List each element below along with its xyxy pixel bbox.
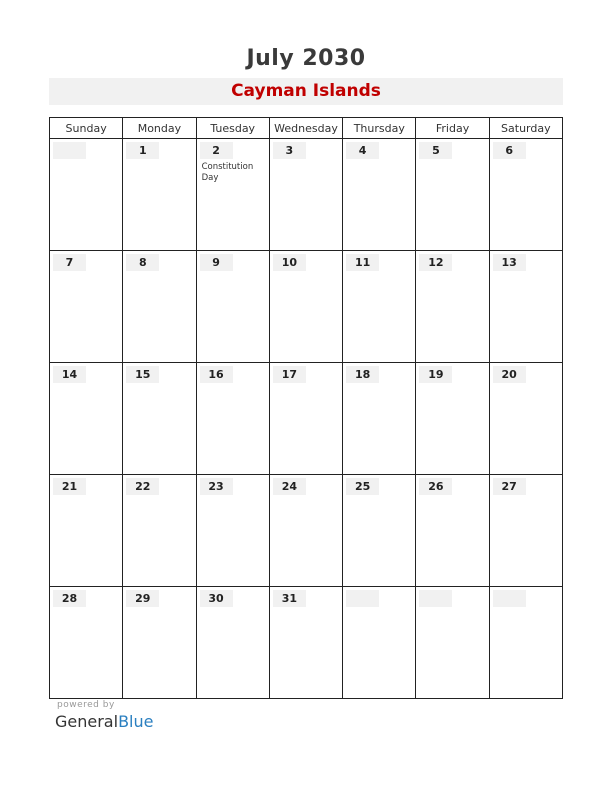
weekday-sunday: Sunday (50, 118, 123, 139)
calendar-grid (49, 117, 563, 699)
powered-by-label: powered by (57, 700, 115, 710)
day-number: 4 (346, 142, 379, 159)
day-cell (269, 139, 342, 251)
week-row (50, 139, 563, 251)
week-row (50, 587, 563, 699)
day-cell (123, 139, 196, 251)
day-number: 3 (273, 142, 306, 159)
day-cell (416, 139, 489, 251)
day-cell (489, 475, 562, 587)
day-number (53, 142, 86, 159)
day-cell (50, 363, 123, 475)
day-number: 7 (53, 254, 86, 271)
day-number: 23 (200, 478, 233, 495)
day-cell (269, 363, 342, 475)
day-cell (343, 251, 416, 363)
day-number: 15 (126, 366, 159, 383)
day-number: 17 (273, 366, 306, 383)
day-cell (343, 363, 416, 475)
day-cell (196, 587, 269, 699)
day-cell (343, 587, 416, 699)
day-number: 11 (346, 254, 379, 271)
day-cell (416, 475, 489, 587)
day-number: 8 (126, 254, 159, 271)
day-cell (489, 251, 562, 363)
day-cell (50, 251, 123, 363)
day-number: 2 (200, 142, 233, 159)
holiday-label: Constitution Day (201, 162, 254, 183)
day-cell (269, 251, 342, 363)
brand-general: General (55, 712, 119, 731)
day-number: 16 (200, 366, 233, 383)
day-cell (416, 251, 489, 363)
day-cell (123, 475, 196, 587)
weekday-thursday: Thursday (343, 118, 416, 139)
weekday-friday: Friday (416, 118, 489, 139)
day-number: 27 (493, 478, 526, 495)
day-number: 30 (200, 590, 233, 607)
brand-blue: Blue (118, 712, 154, 731)
day-number: 1 (126, 142, 159, 159)
day-cell (123, 251, 196, 363)
day-number: 22 (126, 478, 159, 495)
week-row (50, 363, 563, 475)
day-number: 25 (346, 478, 379, 495)
day-number (419, 590, 452, 607)
day-cell (196, 139, 269, 251)
day-number: 18 (346, 366, 379, 383)
day-number: 5 (419, 142, 452, 159)
day-number: 31 (273, 590, 306, 607)
weekday-tuesday: Tuesday (196, 118, 269, 139)
day-number: 28 (53, 590, 86, 607)
day-number: 14 (53, 366, 86, 383)
day-number: 12 (419, 254, 452, 271)
weekday-wednesday: Wednesday (269, 118, 342, 139)
day-number: 29 (126, 590, 159, 607)
day-number: 10 (273, 254, 306, 271)
calendar-title: July 2030 (246, 46, 366, 71)
day-number: 19 (419, 366, 452, 383)
country-banner (49, 78, 563, 105)
day-cell (123, 363, 196, 475)
week-row (50, 475, 563, 587)
day-cell (196, 251, 269, 363)
day-cell (50, 139, 123, 251)
day-number (346, 590, 379, 607)
day-number: 20 (493, 366, 526, 383)
day-cell (343, 475, 416, 587)
day-cell (343, 139, 416, 251)
weekday-header-row (50, 118, 563, 139)
day-number: 21 (53, 478, 86, 495)
day-number (493, 590, 526, 607)
day-number: 13 (493, 254, 526, 271)
week-row (50, 251, 563, 363)
day-cell (489, 587, 562, 699)
day-cell (416, 363, 489, 475)
day-number: 6 (493, 142, 526, 159)
day-number: 24 (273, 478, 306, 495)
generalblue-logo[interactable] (55, 712, 153, 731)
day-number: 9 (200, 254, 233, 271)
day-cell (196, 475, 269, 587)
day-cell (196, 363, 269, 475)
day-cell (489, 139, 562, 251)
day-number: 26 (419, 478, 452, 495)
day-cell (50, 587, 123, 699)
day-cell (416, 587, 489, 699)
day-cell (269, 475, 342, 587)
country-name: Cayman Islands (231, 81, 381, 101)
weekday-monday: Monday (123, 118, 196, 139)
day-cell (123, 587, 196, 699)
day-cell (489, 363, 562, 475)
day-cell (50, 475, 123, 587)
weekday-saturday: Saturday (489, 118, 562, 139)
day-cell (269, 587, 342, 699)
